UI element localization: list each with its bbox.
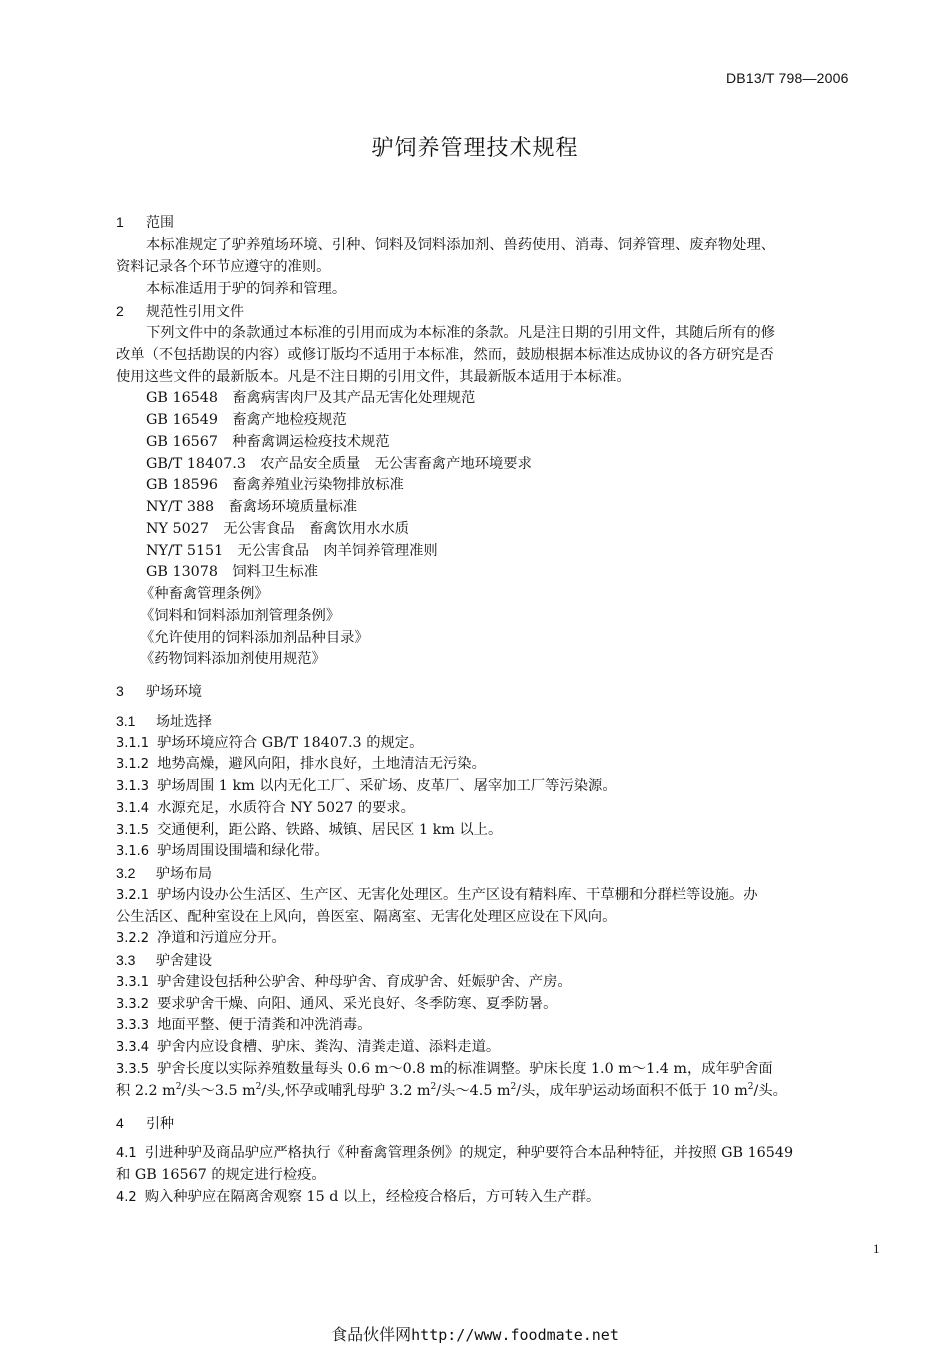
- clause-text: 水源充足，水质符合 NY 5027 的要求。: [157, 800, 415, 816]
- clause: [116, 821, 502, 840]
- clause-continuation: 和 GB 16567 的规定进行检疫。: [116, 1167, 326, 1183]
- text-run: /头～3.5 m: [181, 1083, 256, 1099]
- clause-number: 3.1.5: [116, 823, 150, 838]
- clause: [116, 755, 486, 774]
- reference-item: [146, 389, 475, 407]
- section-title: 引种: [146, 1116, 174, 1132]
- reference-title: 农产品安全质量 无公害畜禽产地环境要求: [260, 456, 532, 472]
- clause: [116, 1016, 372, 1035]
- regulation-item: 《药物饲料添加剂使用规范》: [140, 651, 326, 667]
- clause: [116, 1144, 793, 1163]
- subsection-number: 3.2: [116, 865, 136, 881]
- clause-text: 地面平整、便于清粪和冲洗消毒。: [157, 1017, 372, 1033]
- text-run: 积 2.2 m: [116, 1083, 176, 1099]
- clause-text: 驴场周围 1 km 以内无化工厂、采矿场、皮革厂、屠宰加工厂等污染源。: [157, 778, 617, 794]
- section-number: 2: [116, 303, 124, 319]
- clause-text: 交通便利，距公路、铁路、城镇、居民区 1 km 以上。: [157, 822, 503, 838]
- reference-title: 种畜禽调运检疫技术规范: [232, 434, 390, 450]
- clause-number: 3.1.1: [116, 736, 150, 751]
- clause: [116, 973, 572, 992]
- superscript: 2: [175, 1082, 182, 1093]
- reference-code: GB 18596: [146, 477, 218, 493]
- superscript: 2: [510, 1082, 517, 1093]
- clause: [116, 1188, 600, 1207]
- clause-number: 3.1.3: [116, 779, 150, 794]
- clause-number: 3.1.6: [116, 844, 150, 859]
- reference-code: NY 5027: [146, 521, 209, 537]
- clause-number: 3.3.3: [116, 1018, 150, 1033]
- section-number: 1: [116, 214, 124, 230]
- reference-item: [146, 411, 347, 429]
- reference-code: GB 16567: [146, 434, 218, 450]
- reference-item: [146, 455, 532, 473]
- clause: [116, 842, 329, 861]
- footer-label: 食品伙伴网: [331, 1325, 412, 1344]
- clause-text: 净道和污道应分开。: [157, 930, 286, 946]
- clause-number: 3.3.2: [116, 997, 150, 1012]
- superscript: 2: [255, 1082, 262, 1093]
- reference-item: [146, 433, 390, 451]
- clause-number: 3.3.1: [116, 975, 150, 990]
- superscript: 2: [747, 1082, 754, 1093]
- clause-text: 驴舍长度以实际养殖数量每头 0.6 m～0.8 m的标准调整。驴床长度 1.0 m～1.4 m，成年驴舍面: [157, 1061, 773, 1077]
- clause-continuation: [116, 1082, 787, 1100]
- paragraph-line: 本标准适用于驴的饲养和管理。: [146, 281, 347, 297]
- reference-code: NY/T 388: [146, 499, 215, 515]
- reference-title: 无公害食品 畜禽饮用水水质: [223, 521, 410, 537]
- clause-number: 4.1: [116, 1146, 137, 1161]
- clause-number: 3.2.1: [116, 888, 150, 903]
- section-number: 3: [116, 683, 124, 699]
- subsection-number: 3.1: [116, 713, 136, 729]
- subsection-title: 驴舍建设: [156, 953, 212, 969]
- clause-number: 4.2: [116, 1190, 137, 1205]
- clause-text: 驴场周围设围墙和绿化带。: [157, 843, 329, 859]
- clause-number: 3.1.4: [116, 801, 150, 816]
- clause-number: 3.3.4: [116, 1040, 150, 1055]
- section-title: 规范性引用文件: [146, 304, 244, 320]
- reference-code: GB/T 18407.3: [146, 456, 246, 472]
- clause-number: 3.3.5: [116, 1062, 150, 1077]
- reference-title: 畜禽产地检疫规范: [232, 412, 347, 428]
- section-3-heading: [116, 682, 202, 701]
- reference-title: 饲料卫生标准: [232, 564, 319, 580]
- reference-title: 畜禽场环境质量标准: [228, 499, 358, 515]
- reference-code: GB 13078: [146, 564, 218, 580]
- reference-code: NY/T 5151: [146, 543, 224, 559]
- section-2-heading: [116, 302, 244, 321]
- clause-text: 驴舍内应设食槽、驴床、粪沟、清粪走道、添料走道。: [157, 1039, 501, 1055]
- page-title: 驴饲养管理技术规程: [371, 136, 579, 161]
- clause-number: 3.1.2: [116, 757, 150, 772]
- regulation-item: 《允许使用的饲料添加剂品种目录》: [140, 630, 369, 646]
- reference-item: [146, 476, 404, 494]
- reference-item: [146, 520, 409, 538]
- clause-text: 要求驴舍干燥、向阳、通风、采光良好、冬季防寒、夏季防暑。: [157, 996, 558, 1012]
- text-run: /头～4.5 m: [436, 1083, 511, 1099]
- subsection-heading: [116, 864, 212, 883]
- subsection-title: 场址选择: [156, 714, 212, 730]
- footer: [0, 1322, 950, 1345]
- clause: [116, 734, 423, 753]
- clause-text: 引进种驴及商品驴应严格执行《种畜禽管理条例》的规定，种驴要符合本品种特征，并按照 GB 16549: [144, 1145, 794, 1161]
- subsection-title: 驴场布局: [156, 866, 212, 882]
- standard-number: DB13/T 798—2006: [726, 70, 849, 86]
- subsection-heading: [116, 712, 212, 731]
- clause-text: 地势高燥，避风向阳，排水良好，土地清洁无污染。: [157, 756, 486, 772]
- reference-item: [146, 563, 318, 581]
- reference-code: GB 16548: [146, 390, 218, 406]
- reference-title: 畜禽养殖业污染物排放标准: [232, 477, 404, 493]
- clause-text: 驴场环境应符合 GB/T 18407.3 的规定。: [157, 735, 424, 751]
- clause-number: 3.2.2: [116, 931, 150, 946]
- clause-text: 购入种驴应在隔离舍观察 15 d 以上，经检疫合格后，方可转入生产群。: [144, 1189, 601, 1205]
- text-run: /头。: [753, 1083, 787, 1099]
- section-number: 4: [116, 1115, 124, 1131]
- regulation-item: 《种畜禽管理条例》: [140, 586, 269, 602]
- reference-item: [146, 542, 438, 560]
- clause-continuation: 公生活区、配种室设在上风向，兽医室、隔离室、无害化处理区应设在下风向。: [116, 909, 617, 925]
- reference-code: GB 16549: [146, 412, 218, 428]
- clause: [116, 1038, 500, 1057]
- clause-text: 驴场内设办公生活区、生产区、无害化处理区。生产区设有精料库、干草棚和分群栏等设施。办: [157, 887, 758, 903]
- paragraph-line: 使用这些文件的最新版本。凡是不注日期的引用文件，其最新版本适用于本标准。: [116, 369, 631, 385]
- text-run: /头,怀孕或哺乳母驴 3.2 m: [261, 1083, 431, 1099]
- paragraph-line: 资料记录各个环节应遵守的准则。: [116, 259, 331, 275]
- subsection-number: 3.3: [116, 952, 136, 968]
- reference-title: 畜禽病害肉尸及其产品无害化处理规范: [232, 390, 476, 406]
- superscript: 2: [430, 1082, 437, 1093]
- clause: [116, 995, 557, 1014]
- clause: [116, 929, 286, 948]
- subsection-heading: [116, 951, 212, 970]
- clause: [116, 777, 617, 796]
- text-run: /头，成年驴运动场面积不低于 10 m: [516, 1083, 748, 1099]
- page-number: 1: [873, 1241, 880, 1256]
- paragraph-line: 下列文件中的条款通过本标准的引用而成为本标准的条款。凡是注日期的引用文件，其随后所有的修: [146, 325, 776, 341]
- regulation-item: 《饲料和饲料添加剂管理条例》: [140, 608, 341, 624]
- section-title: 范围: [146, 215, 174, 231]
- clause: [116, 1060, 773, 1079]
- section-4-heading: [116, 1114, 174, 1133]
- paragraph-line: 改单（不包括勘误的内容）或修订版均不适用于本标准，然而，鼓励根据本标准达成协议的各方研究是否: [116, 347, 774, 363]
- clause: [116, 886, 758, 905]
- reference-item: [146, 498, 357, 516]
- footer-url[interactable]: http://www.foodmate.net: [411, 1326, 619, 1344]
- clause: [116, 799, 415, 818]
- clause-text: 驴舍建设包括种公驴舍、种母驴舍、育成驴舍、妊娠驴舍、产房。: [157, 974, 572, 990]
- reference-title: 无公害食品 肉羊饲养管理准则: [237, 543, 438, 559]
- section-title: 驴场环境: [146, 684, 202, 700]
- section-1-heading: [116, 213, 174, 232]
- paragraph-line: 本标准规定了驴养殖场环境、引种、饲料及饲料添加剂、兽药使用、消毒、饲养管理、废弃物处理、: [146, 237, 776, 253]
